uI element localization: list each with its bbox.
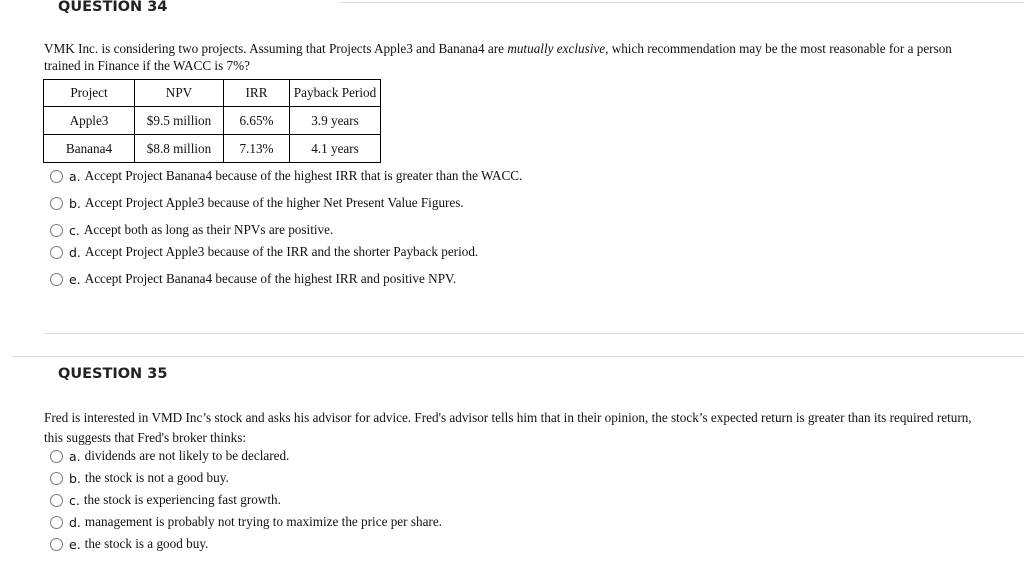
option-letter: c. [69,222,80,238]
option-text: Accept both as long as their NPVs are positive. [83,222,334,237]
radio-button-icon[interactable] [50,224,63,237]
cell-npv: $9.5 million [135,107,224,135]
q35-option-b[interactable] [50,470,229,486]
q34-option-b[interactable] [50,195,464,211]
radio-button-icon[interactable] [50,538,63,551]
question-35-text: Fred is interested in VMD Inc’s stock and asks his advisor for advice. Fred's advisor tells him that in their opinion, the stock’s expected return is greater than its required return, this suggests that Fred's broker thinks: [44,410,972,445]
option-text: Accept Project Apple3 because of the higher Net Present Value Figures. [84,195,464,210]
table-header-row [44,80,381,107]
cell-payback: 3.9 years [290,107,381,135]
table-row [44,135,381,163]
cell-payback: 4.1 years [290,135,381,163]
option-letter: e. [69,271,81,287]
projects-table [43,79,381,163]
question-34-text-emphasis: mutually exclusive [507,41,606,56]
radio-button-icon[interactable] [50,516,63,529]
option-letter: e. [69,536,81,552]
radio-button-icon[interactable] [50,197,63,210]
question-34-heading: QUESTION 34 [58,0,168,15]
option-text: dividends are not likely to be declared. [84,448,290,463]
q34-option-c[interactable] [50,222,333,238]
option-letter: a. [69,168,81,184]
radio-button-icon[interactable] [50,494,63,507]
radio-button-icon[interactable] [50,450,63,463]
cell-project: Banana4 [44,135,135,163]
question-34-text-part-1: VMK Inc. is considering two projects. Assuming that Projects Apple3 and Banana4 are [44,41,508,56]
top-divider [340,2,1024,3]
q34-option-a[interactable] [50,168,522,184]
header-npv: NPV [135,80,224,107]
q34-option-e[interactable] [50,271,456,287]
option-letter: a. [69,448,81,464]
option-letter: b. [69,195,81,211]
option-text: the stock is not a good buy. [84,470,229,485]
radio-button-icon[interactable] [50,170,63,183]
q35-option-c[interactable] [50,492,281,508]
header-project: Project [44,80,135,107]
question-divider [12,356,1024,357]
cell-npv: $8.8 million [135,135,224,163]
option-text: the stock is a good buy. [84,536,209,551]
table-row [44,107,381,135]
radio-button-icon[interactable] [50,246,63,259]
header-irr: IRR [224,80,290,107]
option-letter: d. [69,514,81,530]
radio-button-icon[interactable] [50,472,63,485]
header-payback: Payback Period [290,80,381,107]
option-text: Accept Project Apple3 because of the IRR and the shorter Payback period. [84,244,479,259]
cell-irr: 6.65% [224,107,290,135]
option-text: Accept Project Banana4 because of the highest IRR and positive NPV. [84,271,457,286]
option-letter: d. [69,244,81,260]
question-35-heading: QUESTION 35 [58,366,168,382]
q35-option-d[interactable] [50,514,442,530]
cell-irr: 7.13% [224,135,290,163]
question-34-text-part-2: , which recommendation may be the most reasonable for a person trained in Finance if the WACC is 7%? [44,41,952,73]
question-34-text [44,40,984,74]
option-text: Accept Project Banana4 because of the highest IRR that is greater than the WACC. [84,168,523,183]
option-letter: b. [69,470,81,486]
radio-button-icon[interactable] [50,273,63,286]
option-letter: c. [69,492,80,508]
section-divider [44,333,1024,334]
option-text: management is probably not trying to maximize the price per share. [84,514,442,529]
q34-option-d[interactable] [50,244,478,260]
q35-option-a[interactable] [50,448,289,464]
cell-project: Apple3 [44,107,135,135]
option-text: the stock is experiencing fast growth. [83,492,281,507]
q35-option-e[interactable] [50,536,208,552]
